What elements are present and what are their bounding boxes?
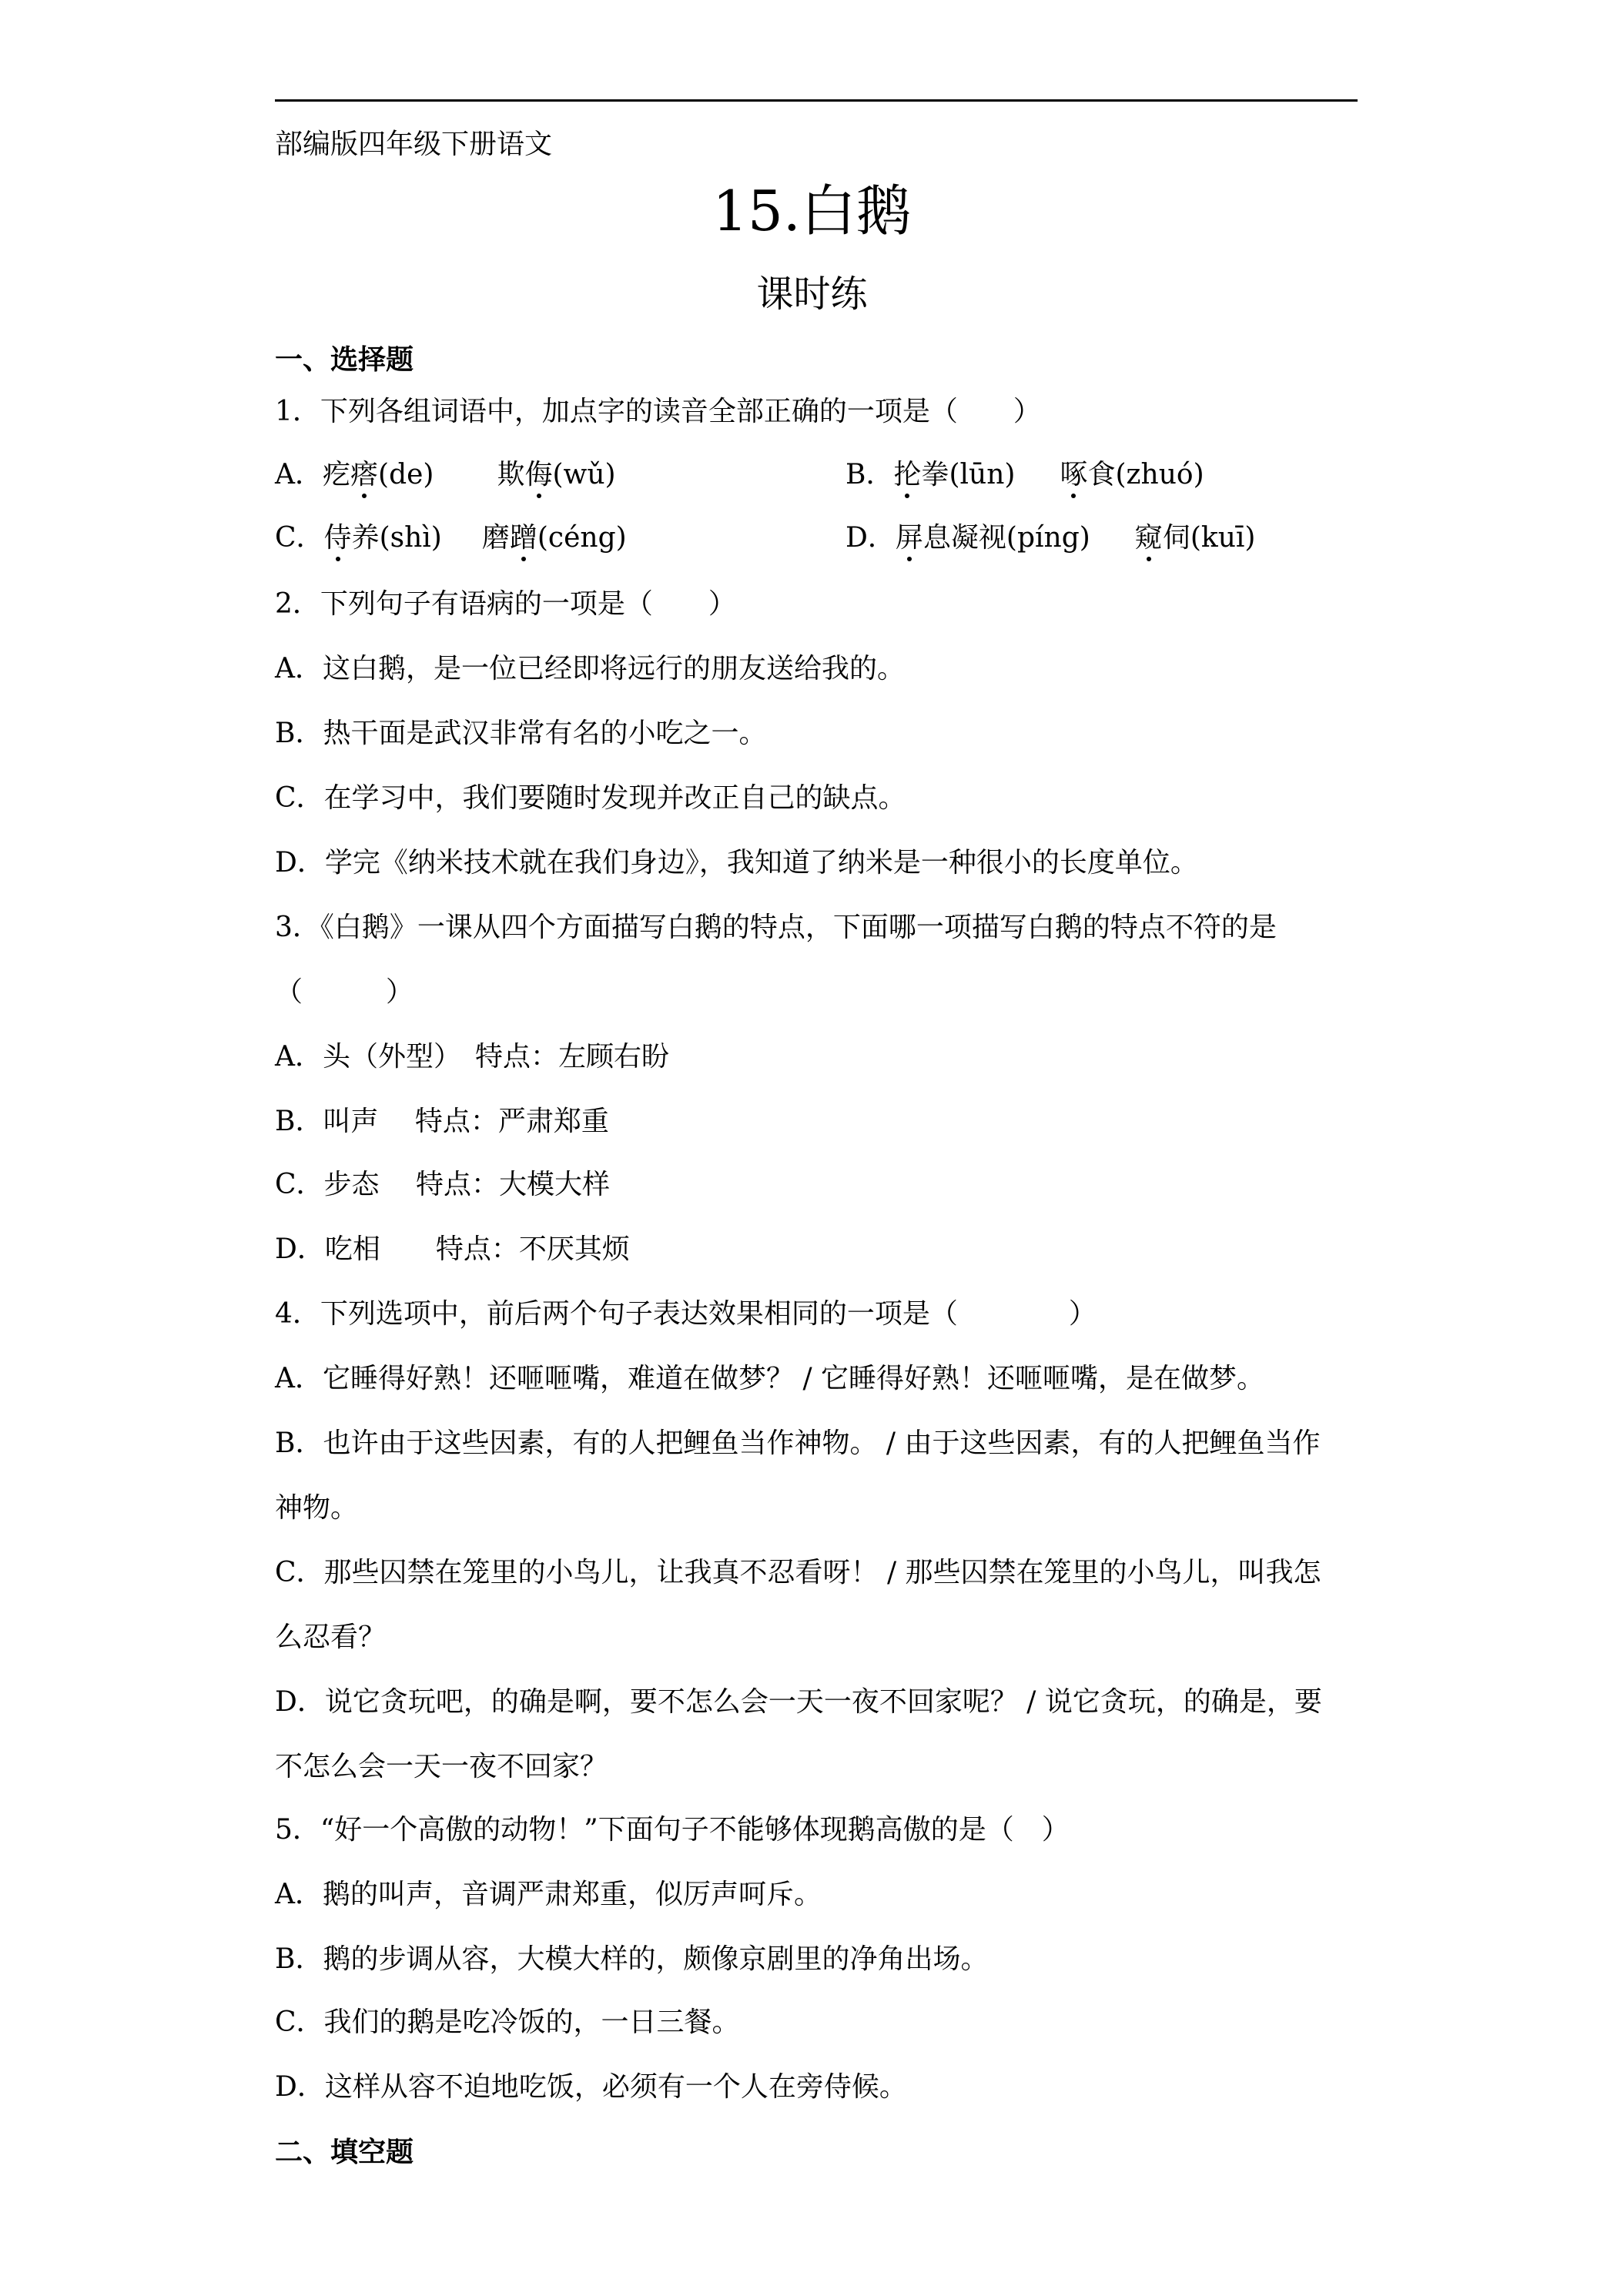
question-4-option-c-line2: 么忍看？	[275, 1622, 387, 1653]
question-1-option-a	[275, 457, 616, 493]
header-rule	[275, 99, 1358, 102]
pinyin: (wǔ)	[552, 459, 616, 490]
option-char: 养	[351, 522, 380, 554]
option-label: A．	[275, 459, 323, 490]
dotted-char: 侍	[324, 520, 352, 556]
dotted-char: 啄	[1060, 457, 1087, 493]
question-3-option-a: A．头（外型） 特点：左顾右盼	[275, 1041, 669, 1073]
question-3-option-d: D．吃相 特点：不厌其烦	[275, 1233, 630, 1265]
question-2-option-c: C．在学习中，我们要随时发现并改正自己的缺点。	[275, 782, 906, 814]
question-5-option-d: D．这样从容不迫地吃饭，必须有一个人在旁侍候。	[275, 2071, 907, 2103]
pinyin: (shì)	[379, 522, 442, 554]
question-3-option-c: C．步态 特点：大模大样	[275, 1169, 610, 1200]
question-2-stem: 2．下列句子有语病的一项是（ ）	[275, 588, 736, 620]
option-char: 疙	[323, 459, 351, 490]
question-3-stem-line2: （ ）	[275, 976, 414, 1008]
question-4-option-b-line1: B．也许由于这些因素，有的人把鲤鱼当作神物。 / 由于这些因素，有的人把鲤鱼当作	[275, 1427, 1321, 1459]
section-heading-choice: 一、选择题	[275, 343, 414, 376]
dotted-char: 蹭	[510, 520, 537, 556]
pinyin: (kuī)	[1190, 522, 1256, 554]
question-2-option-d: D．学完《纳米技术就在我们身边》，我知道了纳米是一种很小的长度单位。	[275, 847, 1198, 879]
pinyin: (de)	[378, 459, 434, 490]
question-5-option-b: B．鹅的步调从容，大模大样的，颇像京剧里的净角出场。	[275, 1943, 989, 1975]
option-char: 磨	[481, 522, 510, 554]
dotted-char: 抡	[893, 457, 921, 493]
option-label: D．	[845, 522, 896, 554]
option-char: 欺	[497, 459, 525, 490]
option-label: C．	[275, 522, 324, 554]
question-4-option-b-line2: 神物。	[275, 1492, 359, 1524]
question-2-option-a: A．这白鹅，是一位已经即将远行的朋友送给我的。	[275, 653, 905, 684]
section-heading-fill-blank: 二、填空题	[275, 2136, 414, 2168]
question-1-option-d	[845, 520, 1255, 556]
lesson-subtitle: 课时练	[756, 273, 868, 316]
question-1-option-b	[845, 457, 1204, 493]
option-char: 食	[1087, 459, 1116, 490]
option-char: 伺	[1162, 522, 1190, 554]
dotted-char: 侮	[525, 457, 553, 493]
question-2-option-b: B．热干面是武汉非常有名的小吃之一。	[275, 718, 767, 749]
option-char: 拳	[921, 459, 949, 490]
question-4-stem: 4．下列选项中，前后两个句子表达效果相同的一项是（ ）	[275, 1298, 1097, 1330]
question-3-stem-line1: 3．《白鹅》一课从四个方面描写白鹅的特点，下面哪一项描写白鹅的特点不符的是	[275, 912, 1277, 943]
question-5-option-a: A．鹅的叫声，音调严肃郑重，似厉声呵斥。	[275, 1879, 822, 1910]
question-4-option-a: A．它睡得好熟！还咂咂嘴，难道在做梦？ / 它睡得好熟！还咂咂嘴，是在做梦。	[275, 1363, 1265, 1394]
question-1-option-c	[275, 520, 627, 556]
course-header: 部编版四年级下册语文	[275, 129, 553, 160]
dotted-char: 窥	[1135, 520, 1163, 556]
dotted-char: 瘩	[350, 457, 378, 493]
option-label: B．	[845, 459, 894, 490]
question-4-option-d-line2: 不怎么会一天一夜不回家？	[275, 1751, 608, 1782]
question-3-option-b: B．叫声 特点：严肃郑重	[275, 1106, 609, 1137]
question-4-option-d-line1: D．说它贪玩吧，的确是啊，要不怎么会一天一夜不回家呢？ / 说它贪玩，的确是，要	[275, 1686, 1322, 1718]
option-char: 息凝视	[922, 522, 1006, 554]
question-1-stem: 1．下列各组词语中，加点字的读音全部正确的一项是（ ）	[275, 396, 1041, 427]
pinyin: (céng)	[537, 522, 627, 554]
pinyin: (lūn)	[949, 459, 1016, 490]
question-4-option-c-line1: C．那些囚禁在笼里的小鸟儿，让我真不忍看呀！ / 那些囚禁在笼里的小鸟儿，叫我怎	[275, 1557, 1321, 1588]
pinyin: (zhuó)	[1115, 459, 1204, 490]
pinyin: (píng)	[1006, 522, 1090, 554]
question-5-option-c: C．我们的鹅是吃冷饭的，一日三餐。	[275, 2006, 740, 2038]
question-5-stem: 5．“好一个高傲的动物！”下面句子不能够体现鹅高傲的是（ ）	[275, 1814, 1070, 1846]
dotted-char: 屏	[896, 520, 923, 556]
lesson-title: 15.白鹅	[712, 179, 912, 243]
